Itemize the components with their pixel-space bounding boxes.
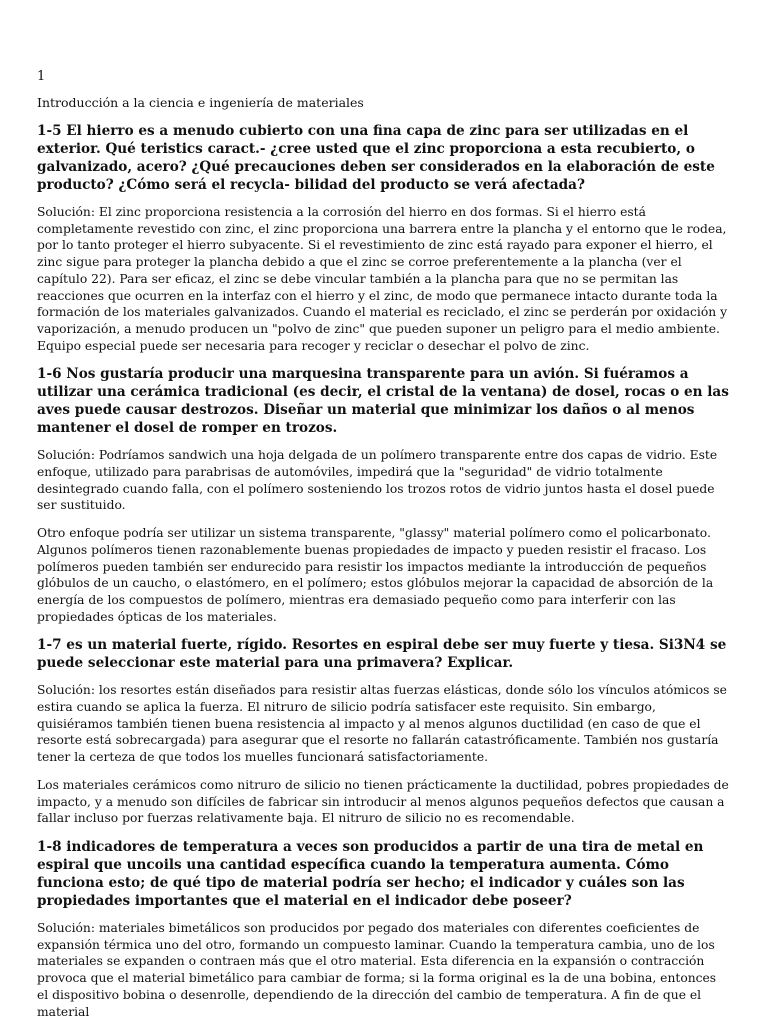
question-1-6: 1-6 Nos gustaría producir una marquesina transparente para un avión. Si fuéramos a utilizar una cerámica tradicional (es decir, el cristal de la ventana) de dosel, rocas o en las aves puede causar destrozos. Diseñar un material que minimizar los daños o al menos mantener el dosel de romper en trozos. — [37, 366, 729, 437]
document-body — [37, 122, 731, 1031]
question-1-5: 1-5 El hierro es a menudo cubierto con una fina capa de zinc para ser utilizadas en el exterior. Qué teristics caract.- ¿cree usted que el zinc proporciona a esta recubierto, o galvanizado, acero? ¿Qué precauciones deben ser considerados en la elaboración de este producto? ¿Cómo será el recycla- bilidad del producto se verá afectada? — [37, 123, 715, 193]
answer-1-5: Solución: El zinc proporciona resistencia a la corrosión del hierro en dos formas. Si el hierro está completamente revestido con zinc, el zinc proporciona una barrera entre la plancha y el entorno que le rodea, por lo tanto proteger el hierro subyacente. Si el revestimiento de zinc está rayado para exponer el hierro, el zinc sigue para proteger la plancha debido a que el zinc se corroe preferentemente a la plancha (ver el capítulo 22). Para ser eficaz, el zinc se debe vincular también a la plancha para que no se permitan las reacciones que ocurren en la interfaz con el hierro y el zinc, de modo que permanece intacto durante toda la formación de los materiales galvanizados. Cuando el material es reciclado, el zinc se perderán por oxidación y vaporización, a menudo producen un "polvo de zinc" que pueden suponer un peligro para el medio ambiente. Equipo especial puede ser necesaria para recoger y reciclar o desechar el polvo de zinc. — [37, 205, 728, 353]
question-1-7: 1-7 es un material fuerte, rígido. Resortes en espiral debe ser muy fuerte y tiesa. Si3N4 se puede seleccionar este material para una primavera? Explicar. — [37, 637, 727, 672]
answer-1-6-paragraph-2: Otro enfoque podría ser utilizar un sistema transparente, "glassy" material polímero como el policarbonato. Algunos polímeros tienen razonablemente buenas propiedades de impacto y pueden resistir el fracaso. Los polímeros pueden también ser endurecido para resistir los impactos mediante la introducción de pequeños glóbulos de un caucho, o elastómero, en el polímero; estos glóbulos mejorar la capacidad de absorción de la energía de los compuestos de polímero, mientras era demasiado pequeño como para interferir con las propiedades ópticas de los materiales. — [37, 526, 714, 624]
answer-1-7-paragraph-2: Los materiales cerámicos como nitruro de silicio no tienen prácticamente la ductilidad, pobres propiedades de impacto, y a menudo son difíciles de fabricar sin introducir al menos algunos pequeños defectos que causan a fallar incluso por fuerzas relativamente baja. El nitruro de silicio no es recomendable. — [37, 777, 729, 826]
document-title: Introducción a la ciencia e ingeniería de materiales — [37, 95, 364, 110]
question-1-8: 1-8 indicadores de temperatura a veces son producidos a partir de una tira de metal en espiral que uncoils una cantidad específica cuando la temperatura aumenta. Cómo funciona esto; de qué tipo de material podría ser hecho; el indicador y cuáles son las propiedades importantes que el material en el indicador debe poseer? — [37, 838, 704, 909]
page-number: 1 — [37, 69, 46, 84]
answer-1-8: Solución: materiales bimetálicos son producidos por pegado dos materiales con diferentes coeficientes de expansión térmica uno del otro, formando un compuesto laminar. Cuando la temperatura cambia, uno de los materiales se expanden o contraen más que el otro material. Esta diferencia en la expansión o contracción provoca que el material bimetálico para cambiar de forma; si la forma original es la de una bobina, entonces el dispositivo bobina o desenrolle, dependiendo de la dirección del cambio de temperatura. A fin de que el material — [37, 920, 717, 1019]
answer-1-6-paragraph-1: Solución: Podríamos sandwich una hoja delgada de un polímero transparente entre dos capas de vidrio. Este enfoque, utilizado para parabrisas de automóviles, impedirá que la "seguridad" de vidrio totalmente desintegrado cuando falla, con el polímero sosteniendo los trozos rotos de vidrio juntos hasta el dosel puede ser sustituido. — [37, 448, 718, 513]
answer-1-7-paragraph-1: Solución: los resortes están diseñados para resistir altas fuerzas elásticas, donde sólo los vínculos atómicos se estira cuando se aplica la fuerza. El nitruro de silicio podría satisfacer este requisito. Sin embargo, quisiéramos también tienen buena resistencia al impacto y al menos algunos ductilidad (en caso de que el resorte está sobrecargada) para asegurar que el resorte no fallarán catastróficamente. También nos gustaría tener la certeza de que todos los muelles funcionará satisfactoriamente. — [37, 683, 727, 765]
